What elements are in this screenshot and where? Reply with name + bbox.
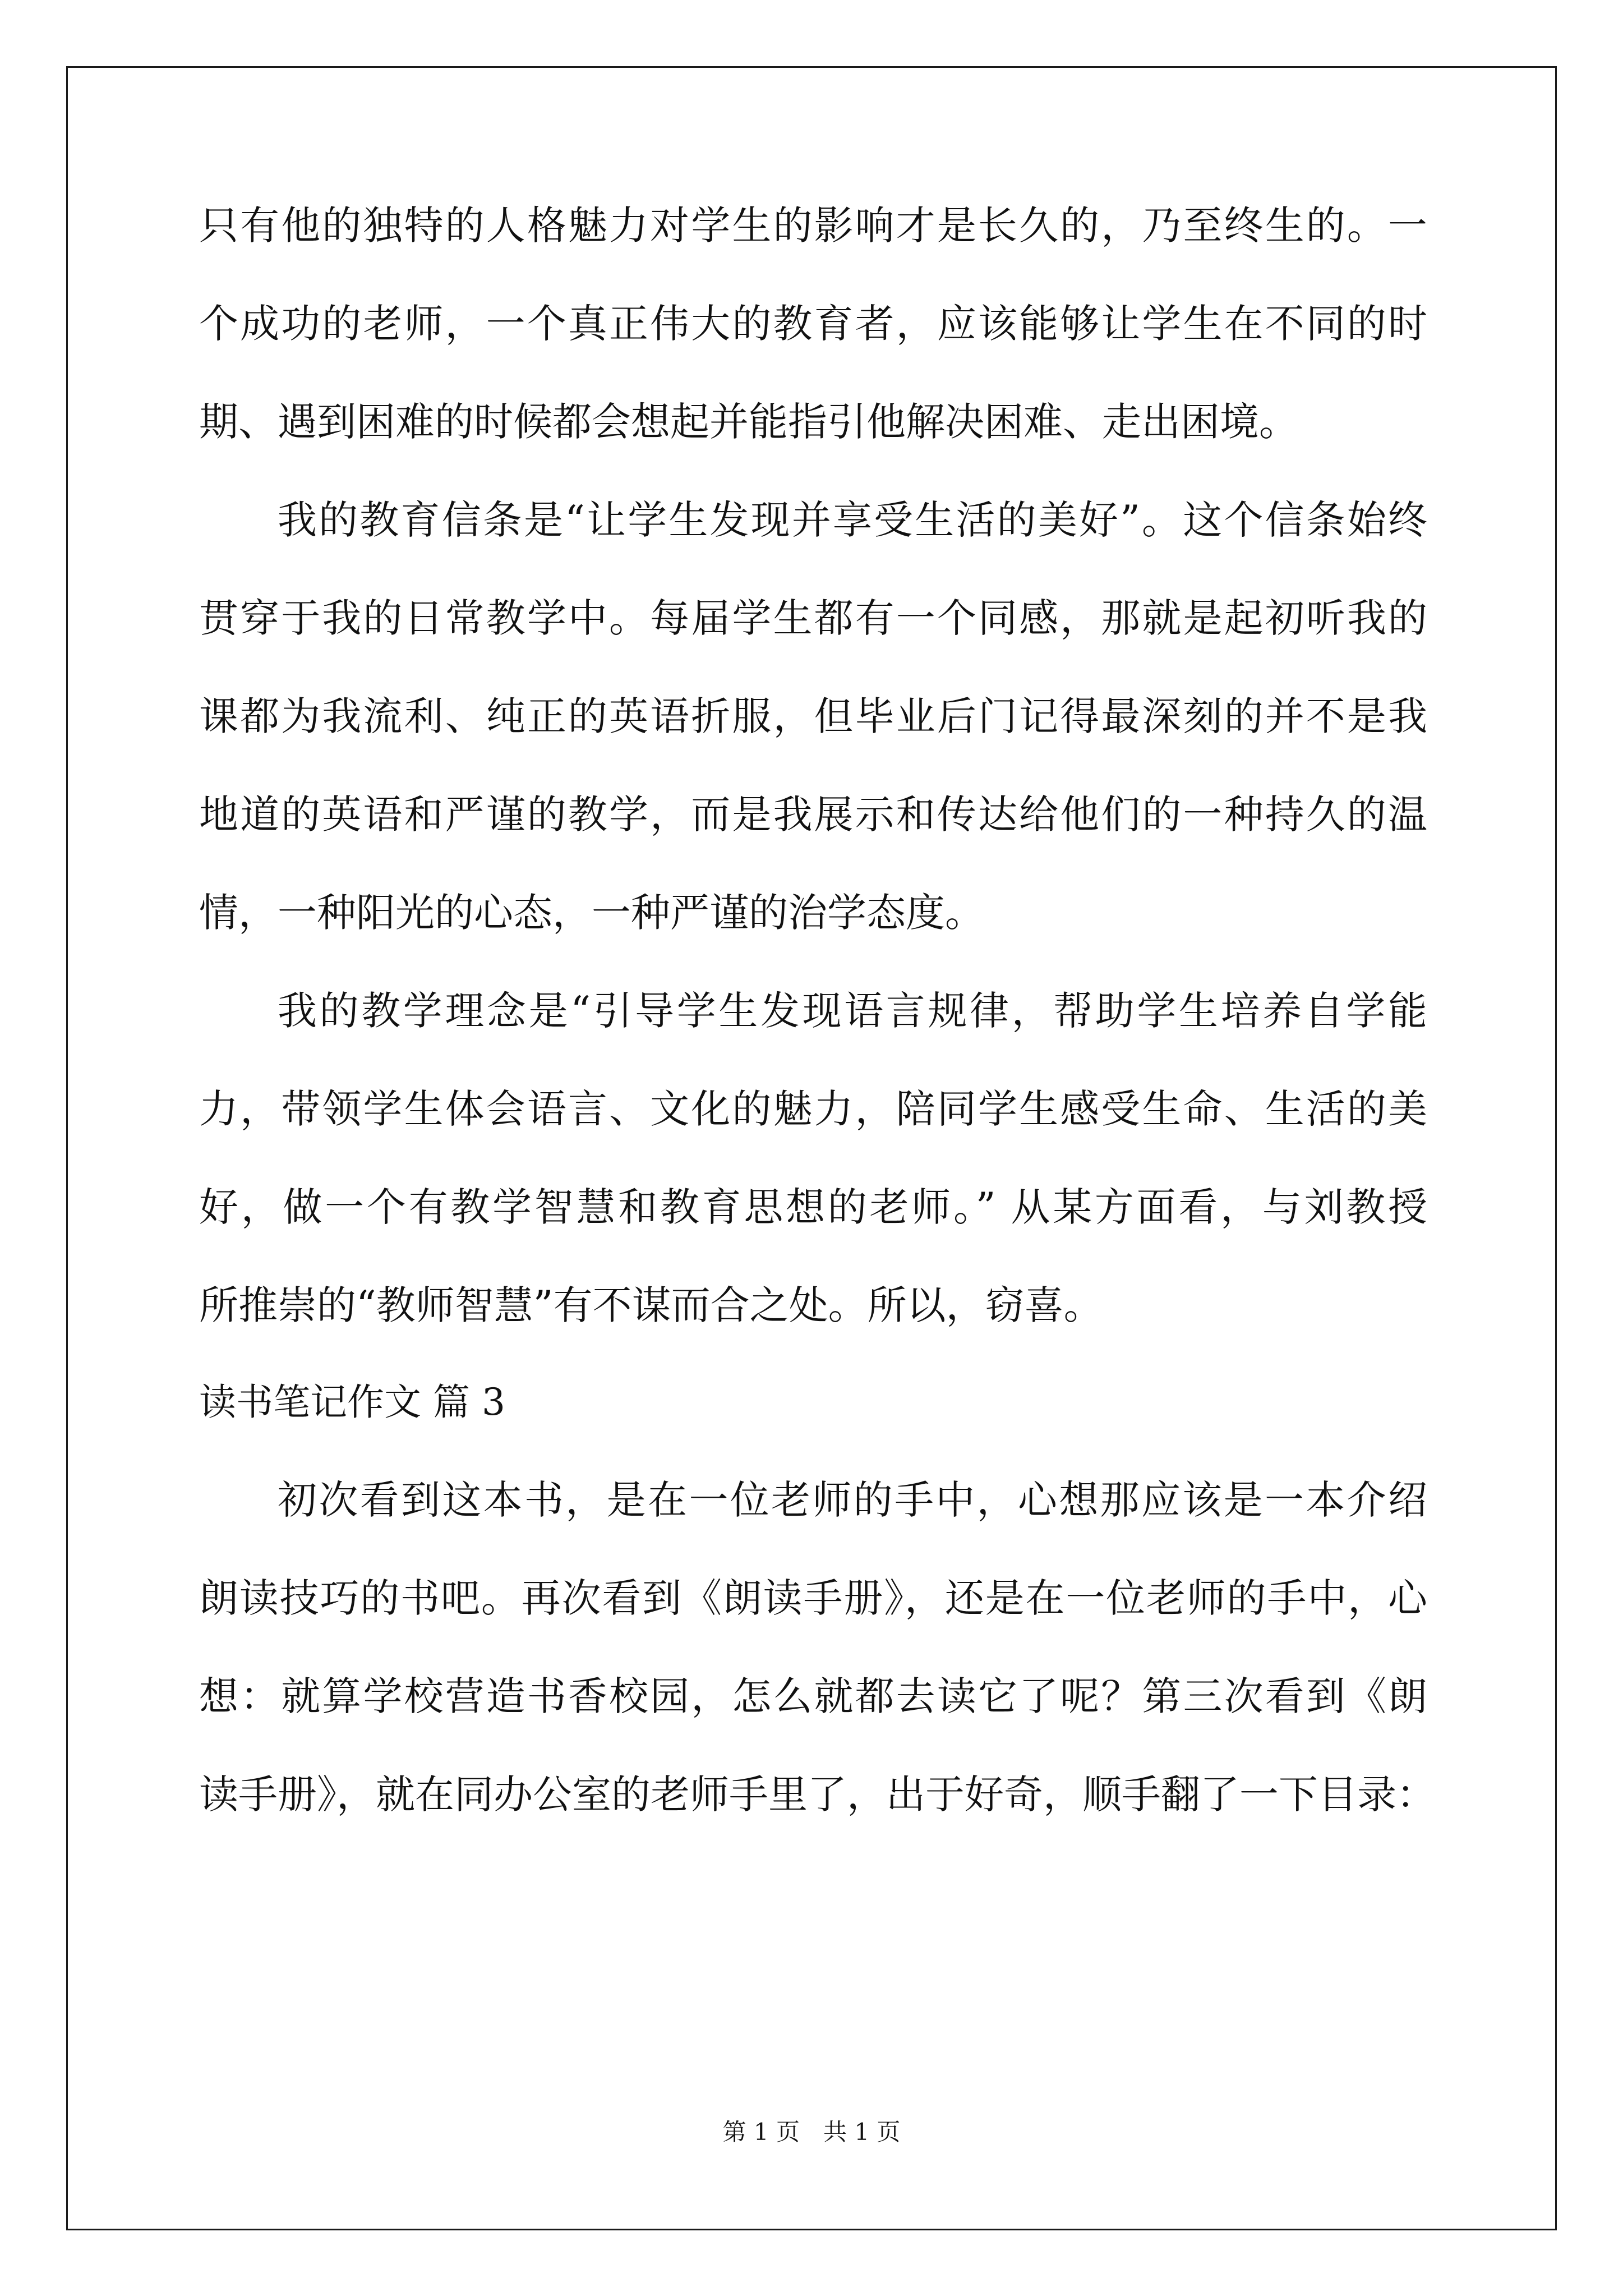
document-body — [199, 197, 1436, 2105]
text-line: 我的教育信条是“让学生发现并享受生活的美好”。这个信条始终 — [278, 497, 1427, 543]
page-number-footer: 第 1 页 共 1 页 — [722, 2118, 901, 2146]
text-line: 个成功的老师，一个真正伟大的教育者，应该能够让学生在不同的时 — [199, 301, 1427, 347]
text-line: 朗读技巧的书吧。再次看到《朗读手册》，还是在一位老师的手中，心 — [199, 1575, 1427, 1621]
text-line: 课都为我流利、纯正的英语折服，但毕业后门记得最深刻的并不是我 — [199, 693, 1427, 739]
text-line: 想：就算学校营造书香校园，怎么就都去读它了呢？第三次看到《朗 — [199, 1673, 1427, 1719]
text-line: 地道的英语和严谨的教学，而是我展示和传达给他们的一种持久的温 — [199, 792, 1427, 838]
text-line: 情，一种阳光的心态，一种严谨的治学态度。 — [199, 890, 984, 936]
text-line: 力，带领学生体会语言、文化的魅力，陪同学生感受生命、生活的美 — [199, 1086, 1427, 1132]
text-line: 期、遇到困难的时候都会想起并能指引他解决困难、走出困境。 — [199, 399, 1298, 445]
text-line: 我的教学理念是“引导学生发现语言规律，帮助学生培养自学能 — [278, 988, 1427, 1034]
text-line: 初次看到这本书，是在一位老师的手中，心想那应该是一本介绍 — [278, 1477, 1427, 1523]
text-line: 所推崇的“教师智慧”有不谋而合之处。所以，窃喜。 — [199, 1282, 1103, 1328]
text-line: 好，做一个有教学智慧和教育思想的老师。” 从某方面看，与刘教授 — [199, 1184, 1427, 1230]
text-line: 贯穿于我的日常教学中。每届学生都有一个同感，那就是起初听我的 — [199, 595, 1427, 641]
section-heading: 读书笔记作文 篇 3 — [199, 1381, 505, 1424]
text-line: 读手册》，就在同办公室的老师手里了，出于好奇，顺手翻了一下目录： — [199, 1772, 1436, 1818]
text-line: 只有他的独特的人格魅力对学生的影响才是长久的，乃至终生的。一 — [199, 203, 1427, 249]
